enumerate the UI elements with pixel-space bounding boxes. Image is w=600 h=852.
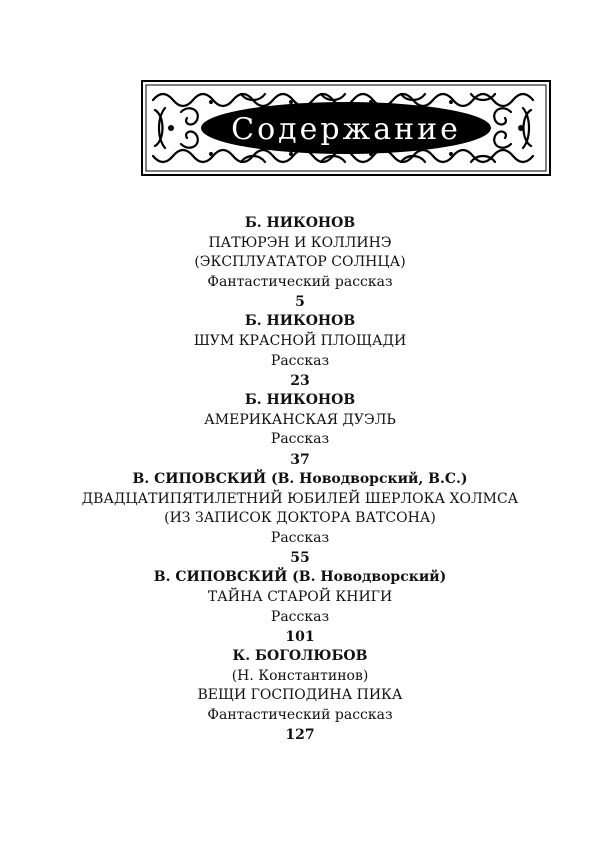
entry-genre: Рассказ xyxy=(270,352,330,369)
toc-entry xyxy=(0,312,600,391)
entry-genre: Фантастический рассказ xyxy=(207,273,393,290)
entry-author: К. БОГОЛЮБОВ xyxy=(232,648,368,665)
toc-entry xyxy=(0,647,600,745)
toc-entry xyxy=(0,470,600,568)
entry-pseudonym: (Н. Константинов) xyxy=(231,667,369,684)
toc-entry xyxy=(0,214,600,312)
entry-author: Б. НИКОНОВ xyxy=(244,215,356,231)
entry-genre: Рассказ xyxy=(270,608,330,625)
entry-page[interactable]: 5 xyxy=(295,294,305,311)
entry-page[interactable]: 101 xyxy=(285,629,315,646)
entry-author: В. СИПОВСКИЙ (В. Новодворский) xyxy=(153,569,447,586)
entry-page[interactable]: 37 xyxy=(290,451,310,468)
toc-entry xyxy=(0,391,600,470)
page-title: Содержание xyxy=(231,112,461,147)
toc-entry xyxy=(0,568,600,647)
entry-page[interactable]: 127 xyxy=(285,727,315,744)
entry-subtitle: (ИЗ ЗАПИСОК ДОКТОРА ВАТСОНА) xyxy=(164,510,436,527)
entry-title: ПАТЮРЭН И КОЛЛИНЭ xyxy=(208,234,392,251)
entry-genre: Рассказ xyxy=(270,431,330,448)
entry-author: Б. НИКОНОВ xyxy=(244,392,356,409)
entry-title: ДВАДЦАТИПЯТИЛЕТНИЙ ЮБИЛЕЙ ШЕРЛОКА ХОЛМСА xyxy=(81,490,519,507)
ornament-frame-icon xyxy=(141,80,551,176)
entry-title: АМЕРИКАНСКАЯ ДУЭЛЬ xyxy=(204,411,396,428)
entry-page[interactable]: 23 xyxy=(290,373,310,390)
entry-page[interactable]: 55 xyxy=(290,550,310,567)
entry-author: В. СИПОВСКИЙ (В. Новодворский, В.С.) xyxy=(132,470,468,487)
entry-author: Б. НИКОНОВ xyxy=(244,313,356,330)
entry-title: ВЕЩИ ГОСПОДИНА ПИКА xyxy=(197,687,403,704)
entry-subtitle: (ЭКСПЛУАТАТОР СОЛНЦА) xyxy=(194,254,406,271)
contents-banner xyxy=(141,80,551,176)
entry-title: ТАЙНА СТАРОЙ КНИГИ xyxy=(207,588,393,605)
table-of-contents xyxy=(0,214,600,745)
entry-title: ШУМ КРАСНОЙ ПЛОЩАДИ xyxy=(193,332,407,349)
entry-genre: Фантастический рассказ xyxy=(207,706,393,723)
entry-genre: Рассказ xyxy=(270,529,330,546)
